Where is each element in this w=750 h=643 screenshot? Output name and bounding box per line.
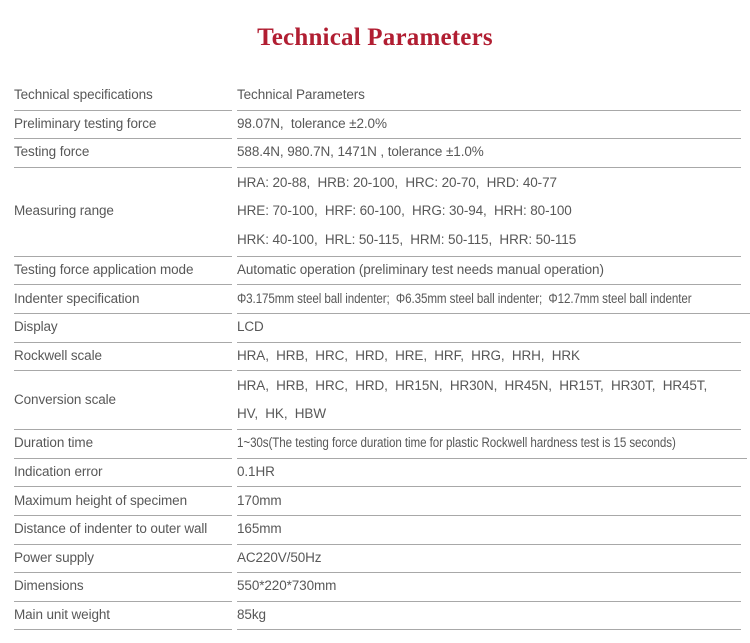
table-row <box>14 516 741 545</box>
value-line: HRK: 40-100, HRL: 50-115, HRM: 50-115, HRR: 50-115 <box>237 231 577 247</box>
value-line: Automatic operation (preliminary test needs manual operation) <box>237 262 604 278</box>
value-line: HRA: 20-88, HRB: 20-100, HRC: 20-70, HRD: 40-77 <box>237 174 557 190</box>
value-line: AC220V/50Hz <box>237 549 322 565</box>
table-row <box>14 487 741 516</box>
row-label: Measuring range <box>14 168 232 257</box>
row-value <box>237 459 741 488</box>
row-value <box>237 516 741 545</box>
row-value <box>237 168 741 257</box>
table-row <box>14 573 741 602</box>
row-value <box>237 314 741 343</box>
value-line: 1~30s(The testing force duration time for plastic Rockwell hardness test is 15 seconds) <box>237 435 676 451</box>
row-label: Distance of indenter to outer wall <box>14 516 232 545</box>
table-row <box>14 139 741 168</box>
value-line: HRA, HRB, HRC, HRD, HR15N, HR30N, HR45N, HR15T, HR30T, HR45T, <box>237 377 708 393</box>
table-row <box>14 168 741 257</box>
row-label: Maximum height of specimen <box>14 487 232 516</box>
row-label: Rockwell scale <box>14 343 232 372</box>
row-label: Conversion scale <box>14 371 232 430</box>
value-line: 170mm <box>237 492 282 508</box>
table-row <box>14 545 741 574</box>
row-value <box>237 602 741 631</box>
row-label: Display <box>14 314 232 343</box>
value-line: 98.07N, tolerance ±2.0% <box>237 115 387 131</box>
row-value <box>237 430 747 459</box>
row-label: Preliminary testing force <box>14 111 232 140</box>
row-value <box>237 285 750 314</box>
row-label: Testing force application mode <box>14 257 232 286</box>
value-line: Technical Parameters <box>237 87 365 103</box>
page-title: Technical Parameters <box>257 24 493 51</box>
table-row <box>14 314 741 343</box>
row-label: Power supply <box>14 545 232 574</box>
table-row <box>14 430 741 459</box>
table-row <box>14 285 741 314</box>
row-value <box>237 487 741 516</box>
row-value <box>237 545 741 574</box>
table-row <box>14 82 741 111</box>
table-row <box>14 111 741 140</box>
row-label: Main unit weight <box>14 602 232 631</box>
table-row <box>14 602 741 631</box>
value-line: 550*220*730mm <box>237 578 337 594</box>
value-line: 588.4N, 980.7N, 1471N , tolerance ±1.0% <box>237 144 484 160</box>
row-label: Indenter specification <box>14 285 232 314</box>
value-line: LCD <box>237 319 264 335</box>
row-label: Testing force <box>14 139 232 168</box>
row-value <box>237 82 741 111</box>
value-line: HRA, HRB, HRC, HRD, HRE, HRF, HRG, HRH, HRK <box>237 347 580 363</box>
table-row <box>14 257 741 286</box>
row-value <box>237 257 741 286</box>
table-row <box>14 343 741 372</box>
value-line: HRE: 70-100, HRF: 60-100, HRG: 30-94, HRH: 80-100 <box>237 203 572 219</box>
row-value <box>237 111 741 140</box>
row-label: Dimensions <box>14 573 232 602</box>
row-value <box>237 573 741 602</box>
row-label: Duration time <box>14 430 232 459</box>
row-value <box>237 139 741 168</box>
row-value <box>237 371 741 430</box>
value-line: Φ3.175mm steel ball indenter; Φ6.35mm steel ball indenter; Φ12.7mm steel ball indenter <box>237 290 692 306</box>
row-label: Indication error <box>14 459 232 488</box>
row-label: Technical specifications <box>14 82 232 111</box>
value-line: 85kg <box>237 607 266 623</box>
value-line: 165mm <box>237 521 282 537</box>
table-row <box>14 459 741 488</box>
value-line: 0.1HR <box>237 464 275 480</box>
row-value <box>237 343 741 372</box>
table-row <box>14 371 741 430</box>
spec-table <box>14 82 741 630</box>
value-line: HV, HK, HBW <box>237 405 326 421</box>
